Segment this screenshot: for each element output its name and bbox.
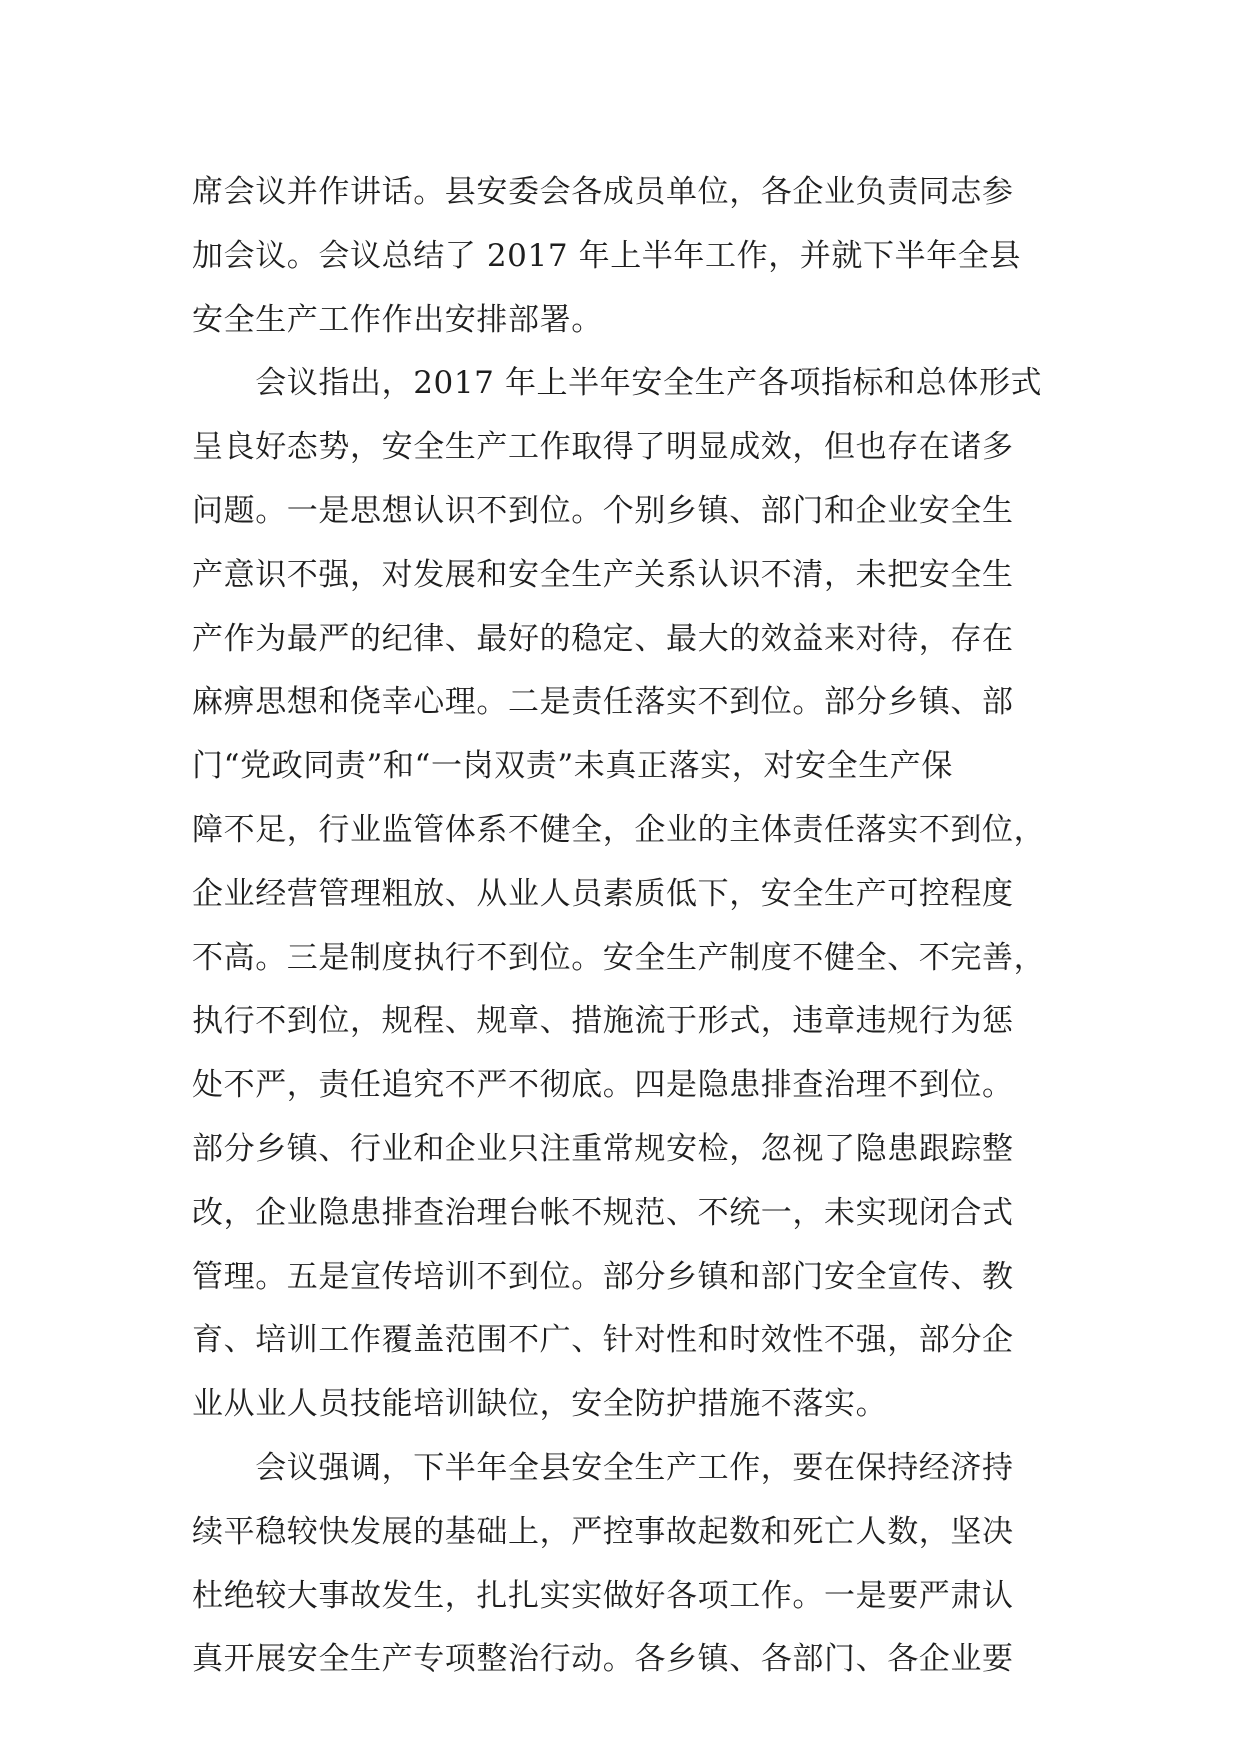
text-line: 续平稳较快发展的基础上，严控事故起数和死亡人数，坚决 xyxy=(192,1513,1014,1550)
text-line: 不高。三是制度执行不到位。安全生产制度不健全、不完善， xyxy=(192,939,1046,976)
text-line: 麻痹思想和侥幸心理。二是责任落实不到位。部分乡镇、部 xyxy=(192,684,1014,721)
text-line: 育、培训工作覆盖范围不广、针对性和时效性不强，部分企 xyxy=(192,1322,1014,1359)
text-line: 问题。一是思想认识不到位。个别乡镇、部门和企业安全生 xyxy=(192,492,1014,529)
text-line: 执行不到位，规程、规章、措施流于形式，违章违规行为惩 xyxy=(192,1003,1014,1040)
text-line: 杜绝较大事故发生，扎扎实实做好各项工作。一是要严肃认 xyxy=(192,1577,1014,1614)
text-line: 会议强调，下半年全县安全生产工作，要在保持经济持 xyxy=(192,1449,1014,1486)
text-line: 处不严，责任追究不严不彻底。四是隐患排查治理不到位。 xyxy=(192,1067,1014,1104)
text-line: 会议指出，2017 年上半年安全生产各项指标和总体形式 xyxy=(192,365,1043,402)
text-line: 障不足，行业监管体系不健全，企业的主体责任落实不到位， xyxy=(192,811,1046,848)
text-line: 部分乡镇、行业和企业只注重常规安检，忽视了隐患跟踪整 xyxy=(192,1130,1014,1167)
text-line: 产作为最严的纪律、最好的稳定、最大的效益来对待，存在 xyxy=(192,620,1014,657)
text-line: 席会议并作讲话。县安委会各成员单位，各企业负责同志参 xyxy=(192,174,1014,210)
text-line: 门“党政同责”和“一岗双责”未真正落实，对安全生产保 xyxy=(192,748,953,785)
body-text xyxy=(192,161,1072,1692)
text-line: 呈良好态势，安全生产工作取得了明显成效，但也存在诸多 xyxy=(192,429,1014,466)
text-line: 企业经营管理粗放、从业人员素质低下，安全生产可控程度 xyxy=(192,875,1014,912)
text-line: 加会议。会议总结了 2017 年上半年工作，并就下半年全县 xyxy=(192,237,1021,274)
text-line: 安全生产工作作出安排部署。 xyxy=(192,301,603,338)
text-line: 管理。五是宣传培训不到位。部分乡镇和部门安全宣传、教 xyxy=(192,1258,1014,1295)
text-line: 业从业人员技能培训缺位，安全防护措施不落实。 xyxy=(192,1386,888,1423)
text-line: 产意识不强，对发展和安全生产关系认识不清，未把安全生 xyxy=(192,556,1014,593)
text-line: 改，企业隐患排查治理台帐不规范、不统一，未实现闭合式 xyxy=(192,1194,1014,1231)
text-line: 真开展安全生产专项整治行动。各乡镇、各部门、各企业要 xyxy=(192,1641,1014,1678)
